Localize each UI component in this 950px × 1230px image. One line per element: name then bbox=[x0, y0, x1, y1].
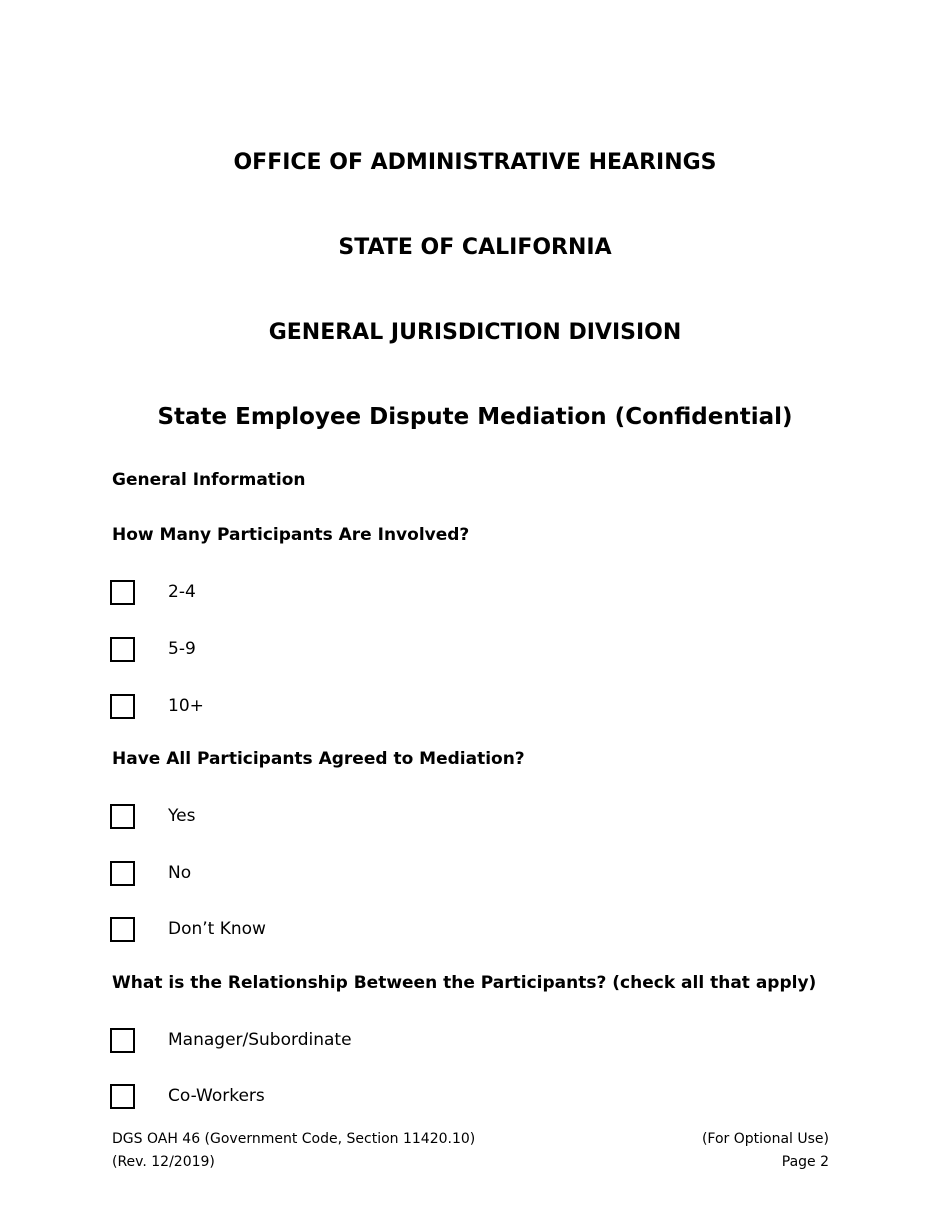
footer-form-id: DGS OAH 46 (Government Code, Section 11420.10) bbox=[112, 1131, 476, 1147]
footer-form-info bbox=[112, 1128, 475, 1174]
agreement-yes-label: Yes bbox=[168, 806, 196, 826]
office-heading: OFFICE OF ADMINISTRATIVE HEARINGS bbox=[233, 150, 717, 175]
division-heading: GENERAL JURISDICTION DIVISION bbox=[268, 320, 682, 345]
agreement-dont-know-label: Don’t Know bbox=[168, 919, 266, 939]
relationship-question: What is the Relationship Between the Participants? (check all that apply) bbox=[112, 973, 817, 993]
participants-10-plus-checkbox[interactable] bbox=[110, 694, 135, 719]
footer-usage: (For Optional Use) bbox=[701, 1131, 829, 1147]
participants-option-10-plus[interactable] bbox=[110, 692, 204, 720]
relationship-co-workers-checkbox[interactable] bbox=[110, 1084, 135, 1109]
footer-page-number: Page 2 bbox=[781, 1154, 829, 1170]
relationship-manager-subordinate-checkbox[interactable] bbox=[110, 1028, 135, 1053]
footer-page-info bbox=[702, 1128, 829, 1174]
participants-10-plus-label: 10+ bbox=[168, 696, 204, 716]
relationship-manager-subordinate-label: Manager/Subordinate bbox=[168, 1030, 352, 1050]
participants-5-9-label: 5-9 bbox=[168, 639, 196, 659]
agreement-option-no[interactable] bbox=[110, 859, 192, 887]
general-information-heading: General Information bbox=[112, 470, 306, 490]
agreement-yes-checkbox[interactable] bbox=[110, 804, 135, 829]
participants-5-9-checkbox[interactable] bbox=[110, 637, 135, 662]
agreement-question: Have All Participants Agreed to Mediation? bbox=[112, 749, 525, 769]
form-title: State Employee Dispute Mediation (Confidential) bbox=[157, 404, 793, 430]
participants-2-4-label: 2-4 bbox=[168, 582, 196, 602]
state-heading: STATE OF CALIFORNIA bbox=[338, 235, 612, 260]
agreement-dont-know-checkbox[interactable] bbox=[110, 917, 135, 942]
participants-option-5-9[interactable] bbox=[110, 635, 196, 663]
agreement-option-yes[interactable] bbox=[110, 802, 196, 830]
relationship-co-workers-label: Co-Workers bbox=[168, 1086, 265, 1106]
participants-count-question: How Many Participants Are Involved? bbox=[112, 525, 470, 545]
relationship-option-manager-subordinate[interactable] bbox=[110, 1026, 352, 1054]
agreement-option-dont-know[interactable] bbox=[110, 915, 266, 943]
agreement-no-checkbox[interactable] bbox=[110, 861, 135, 886]
relationship-option-co-workers[interactable] bbox=[110, 1082, 265, 1110]
participants-2-4-checkbox[interactable] bbox=[110, 580, 135, 605]
footer-revision: (Rev. 12/2019) bbox=[112, 1154, 215, 1170]
participants-option-2-4[interactable] bbox=[110, 578, 196, 606]
agreement-no-label: No bbox=[168, 863, 192, 883]
